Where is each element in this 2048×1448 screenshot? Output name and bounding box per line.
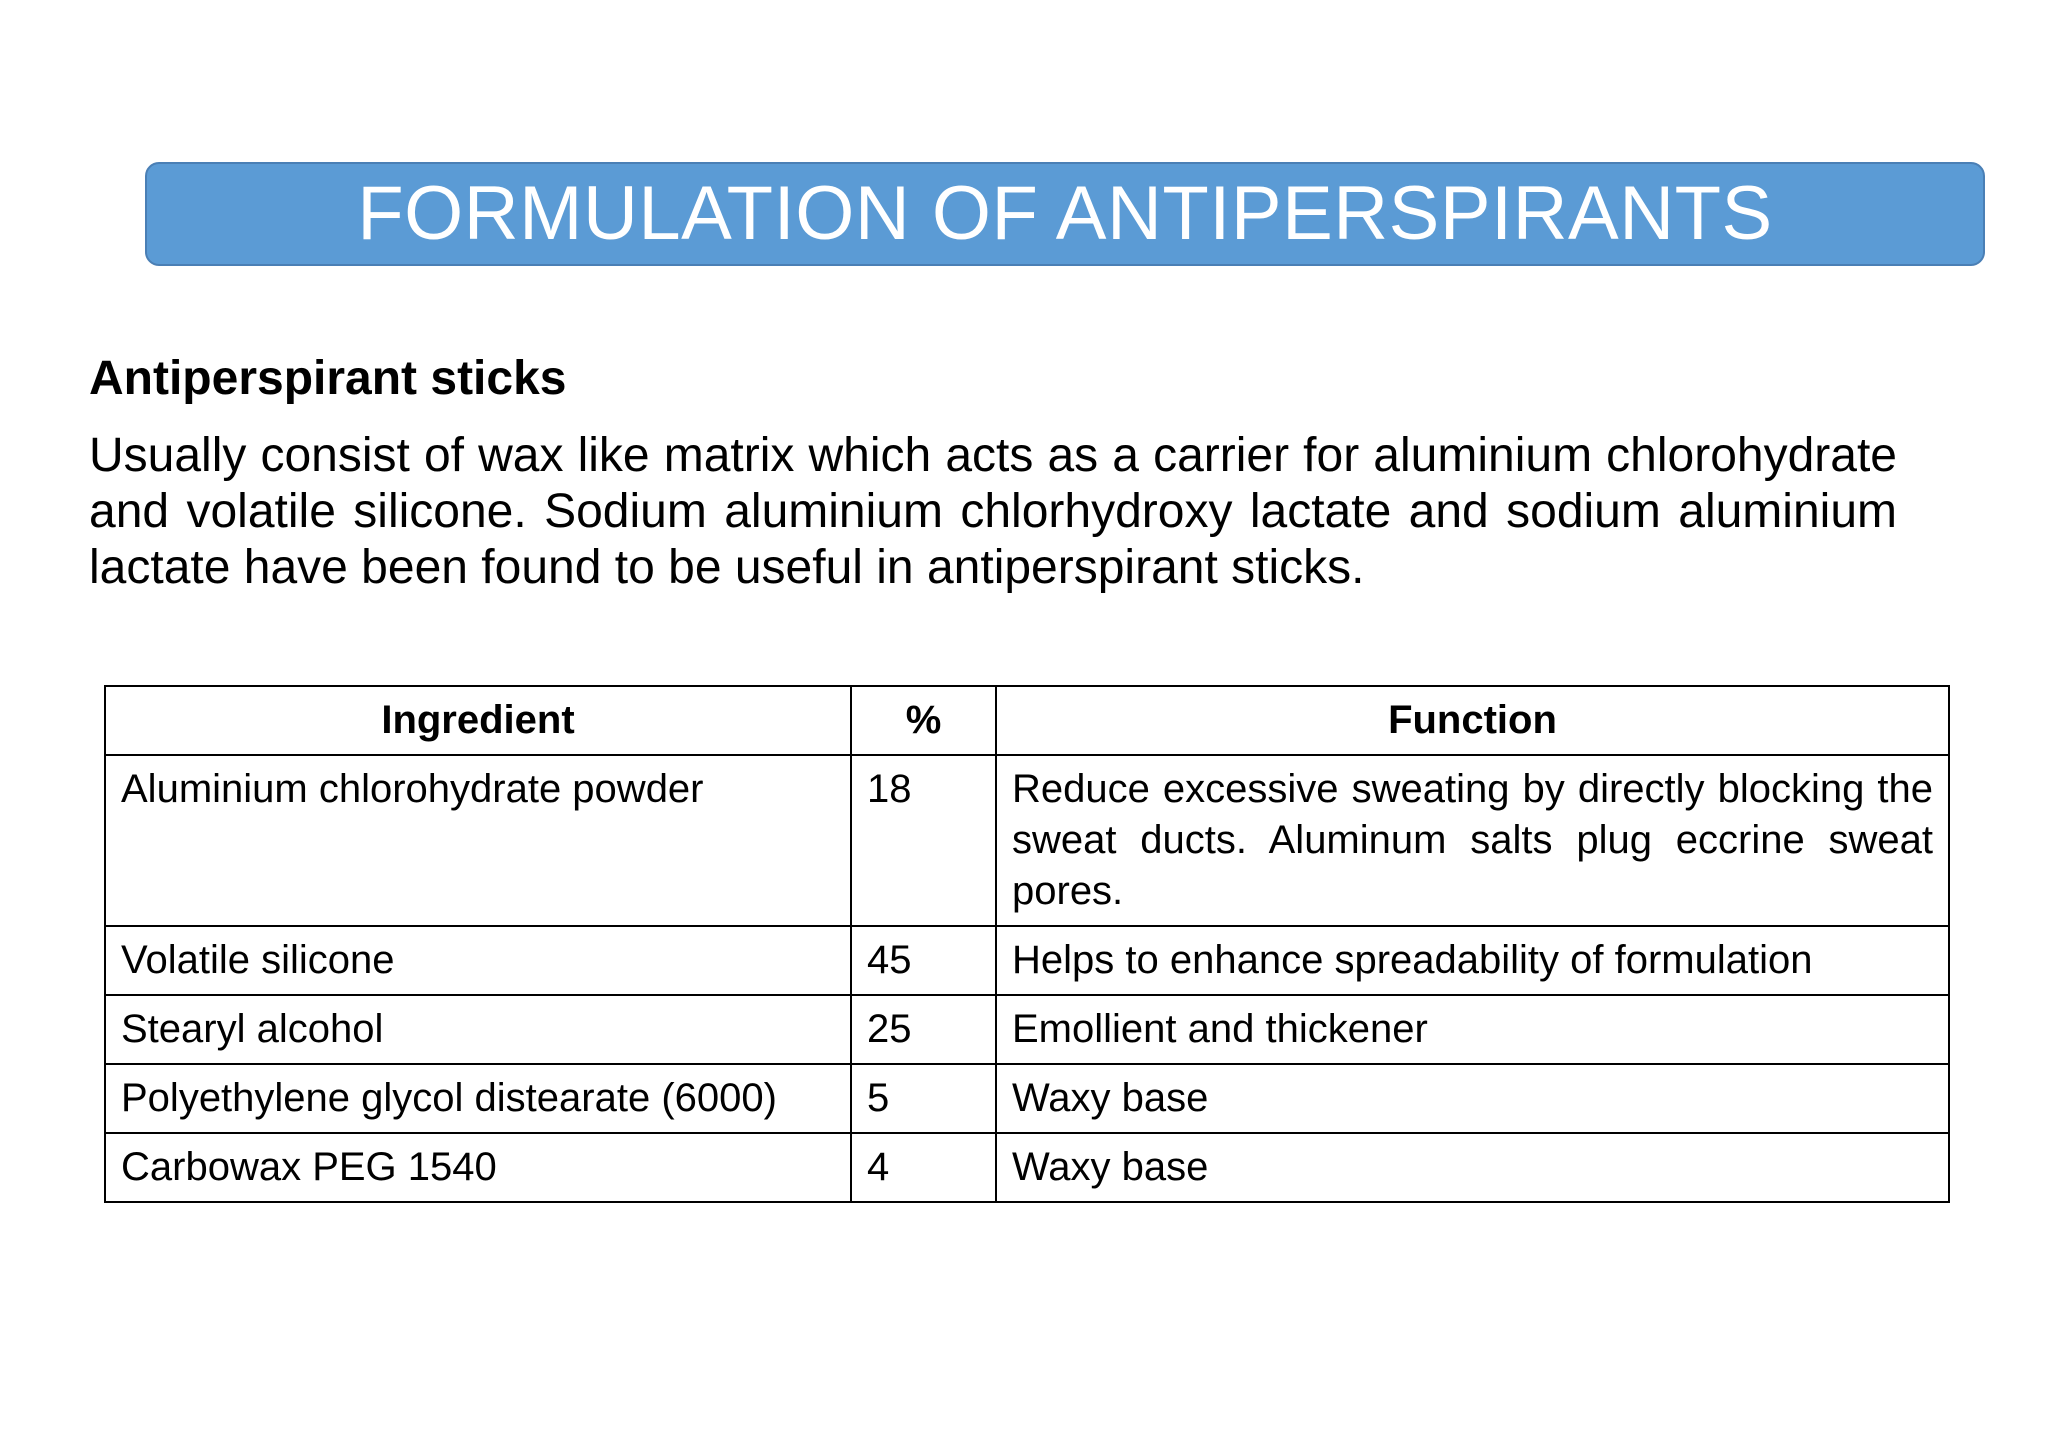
percent-cell: 45 [851,926,996,995]
ingredient-cell: Polyethylene glycol distearate (6000) [105,1064,851,1133]
ingredient-cell: Volatile silicone [105,926,851,995]
header-function: Function [996,686,1949,755]
table-header-row [105,686,1949,755]
ingredient-cell: Stearyl alcohol [105,995,851,1064]
percent-cell: 4 [851,1133,996,1202]
header-percent: % [851,686,996,755]
section-heading: Antiperspirant sticks [89,352,567,405]
ingredient-cell: Carbowax PEG 1540 [105,1133,851,1202]
title-banner [145,162,1985,266]
function-cell: Waxy base [996,1064,1949,1133]
percent-cell: 25 [851,995,996,1064]
table-row [105,1064,1949,1133]
function-cell: Emollient and thickener [996,995,1949,1064]
header-ingredient: Ingredient [105,686,851,755]
ingredient-cell: Aluminium chlorohydrate powder [105,755,851,926]
section-body: Usually consist of wax like matrix which acts as a carrier for aluminium chlorohydrate and volatile silicone. Sodium aluminium chlorhydroxy lactate and sodium aluminium lactate have been found to be useful in antiperspirant sticks. [89,429,1897,594]
table-row [105,995,1949,1064]
table-row [105,1133,1949,1202]
function-cell: Waxy base [996,1133,1949,1202]
table-row [105,755,1949,926]
slide-title: FORMULATION OF ANTIPERSPIRANTS [357,171,1773,256]
function-cell: Reduce excessive sweating by directly blocking the sweat ducts. Aluminum salts plug eccrine sweat pores. [996,755,1949,926]
formulation-table [104,685,1950,1203]
percent-cell: 18 [851,755,996,926]
table-row [105,926,1949,995]
function-cell: Helps to enhance spreadability of formulation [996,926,1949,995]
percent-cell: 5 [851,1064,996,1133]
